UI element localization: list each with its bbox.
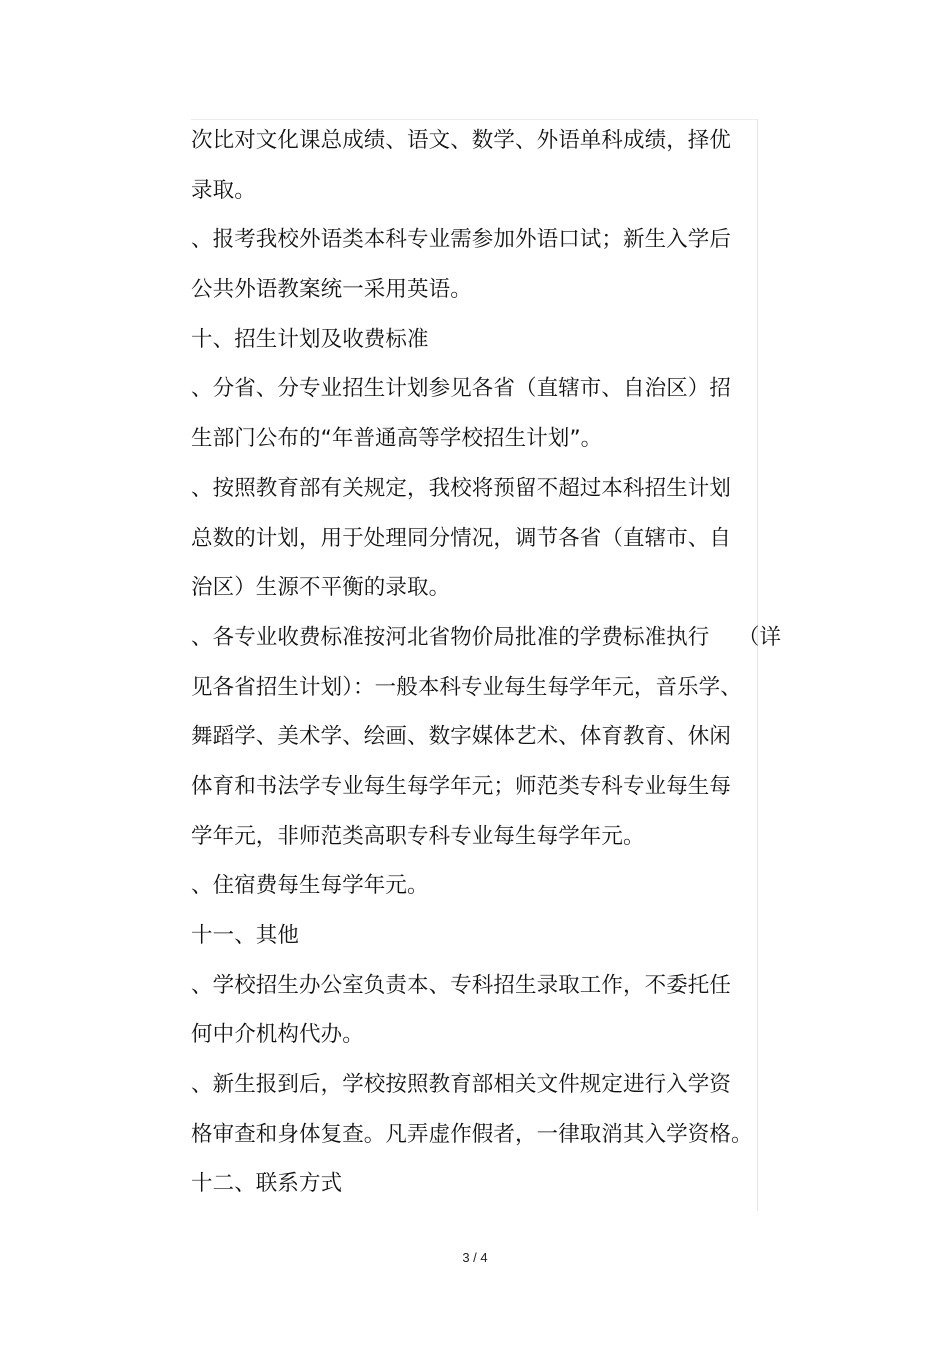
text-line: 公共外语教案统一采用英语。	[191, 277, 472, 303]
text-line: 总数的计划，用于处理同分情况，调节各省（直辖市、自	[191, 525, 732, 551]
text-line: 录取。	[191, 177, 256, 203]
text-line: 、分省、分专业招生计划参见各省（直辖市、自治区）招	[191, 376, 732, 402]
document-body	[191, 116, 791, 1209]
text-line: 格审查和身体复查。凡弄虚作假者，一律取消其入学资格。	[191, 1121, 753, 1147]
text-line: 、学校招生办公室负责本、专科招生录取工作，不委托任	[191, 972, 732, 998]
text-line: 、报考我校外语类本科专业需参加外语口试；新生入学后	[191, 227, 732, 253]
text-line: 生部门公布的“年普通高等学校招生计划”。	[191, 426, 603, 452]
text-line: 何中介机构代办。	[191, 1022, 364, 1048]
text-line: 、新生报到后，学校按照教育部相关文件规定进行入学资	[191, 1072, 732, 1098]
text-line: 舞蹈学、美术学、绘画、数字媒体艺术、体育教育、休闲	[191, 724, 732, 750]
page-number: 3 / 4	[462, 1250, 488, 1265]
text-line: 、按照教育部有关规定，我校将预留不超过本科招生计划	[191, 475, 732, 501]
text-line: 体育和书法学专业每生每学年元；师范类专科专业每生每	[191, 773, 732, 799]
text-line: 、各专业收费标准按河北省物价局批准的学费标准执行 （详	[191, 624, 782, 650]
text-line: 见各省招生计划）：一般本科专业每生每学年元，音乐学、	[191, 674, 742, 700]
text-line: 次比对文化课总成绩、语文、数学、外语单科成绩，择优	[191, 128, 732, 153]
text-line: 学年元，非师范类高职专科专业每生每学年元。	[191, 823, 645, 849]
section-heading: 十、招生计划及收费标准	[191, 326, 429, 352]
text-line: 、住宿费每生每学年元。	[191, 873, 429, 899]
text-line: 治区）生源不平衡的录取。	[191, 575, 451, 601]
section-heading: 十一、其他	[191, 923, 300, 948]
section-heading: 十二、联系方式	[191, 1171, 343, 1197]
